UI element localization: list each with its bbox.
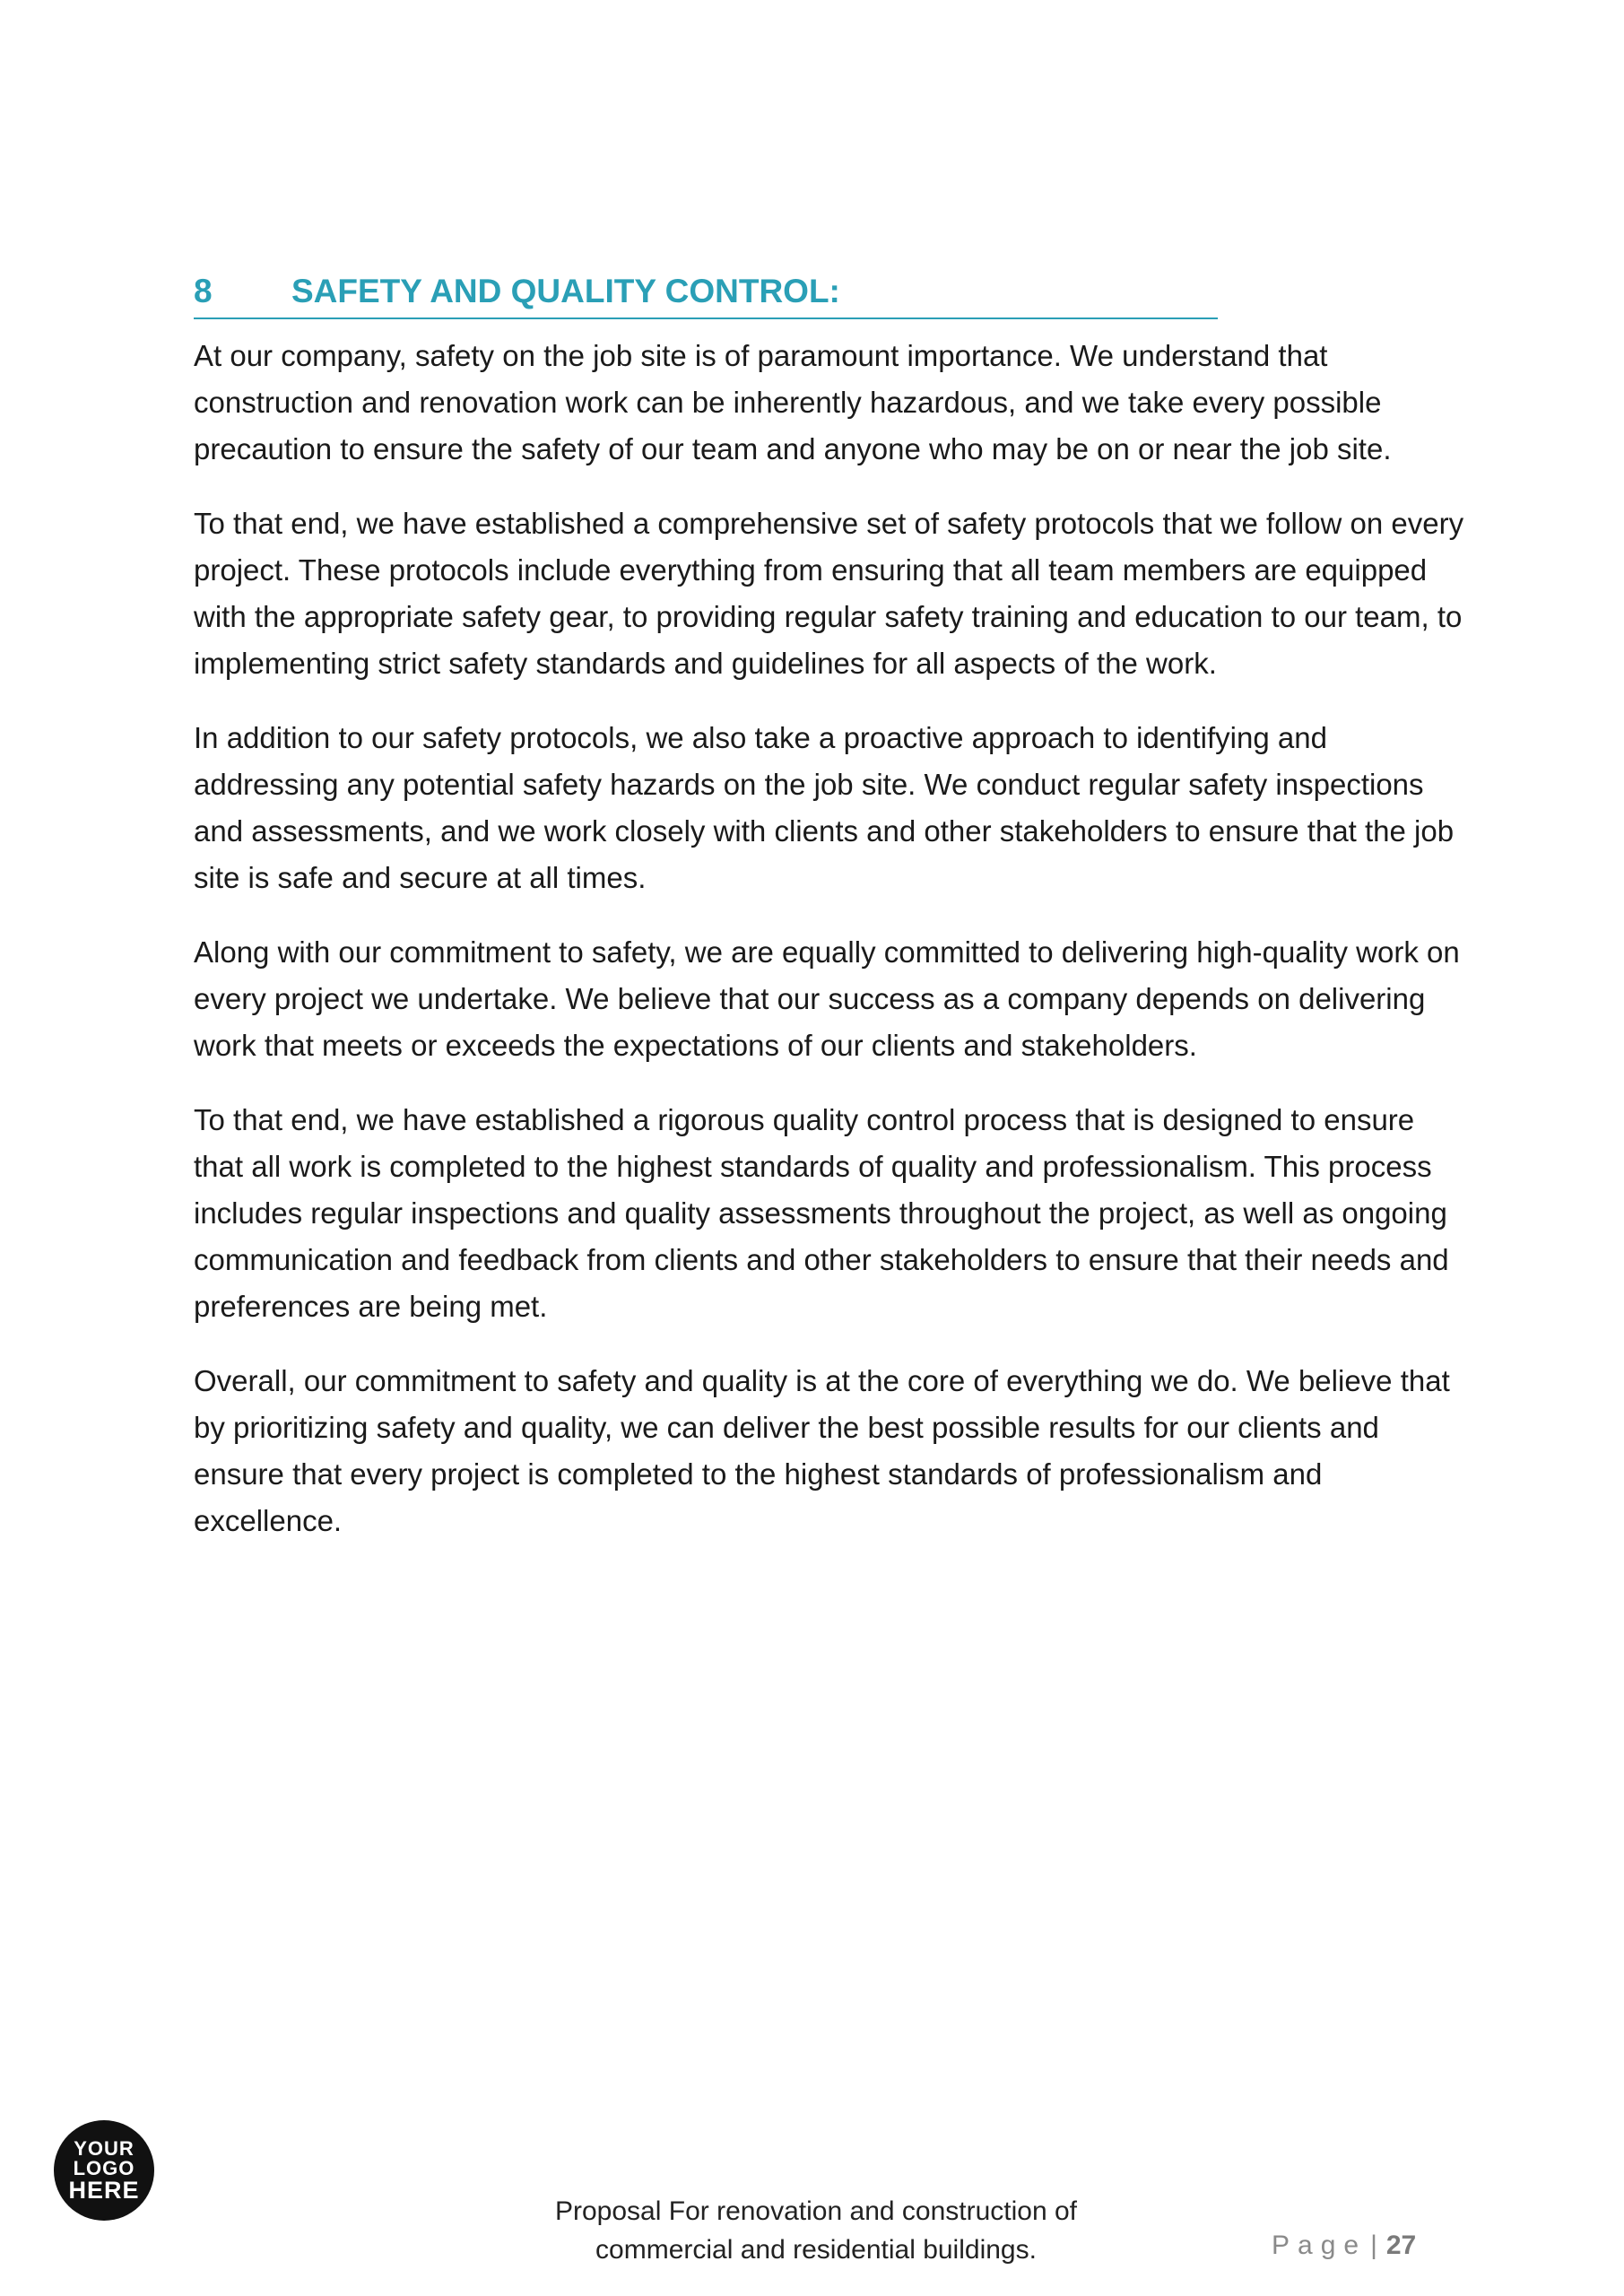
footer-line-1: Proposal For renovation and construction of [555,2196,1077,2226]
logo-line-3: HERE [68,2176,140,2204]
paragraph-1: At our company, safety on the job site is of paramount importance. We understand that construction and renovation work can be inherently hazardous, and we take every possible precaution to ensure the safety of our team and anyone who may be on or near the job site. [194,339,1392,465]
paragraph-2: To that end, we have established a comprehensive set of safety protocols that we follow on every project. These protocols include everything from ensuring that all team members are equipped with the appropriate safety gear, to providing regular safety training and education to our team, to implementing strict safety standards and guidelines for all aspects of the work. [194,507,1464,680]
paragraph-6: Overall, our commitment to safety and quality is at the core of everything we do. We believe that by prioritizing safety and quality, we can deliver the best possible results for our clients and ensure that every project is completed to the highest standards of professionalism and excellence. [194,1364,1450,1537]
page-separator: | [1370,2231,1377,2260]
footer-title [466,2192,1166,2269]
footer-line-2: commercial and residential buildings. [595,2235,1037,2265]
company-logo [54,2120,154,2221]
section-number: 8 [194,273,213,309]
page-label: Page [1272,2231,1368,2260]
logo-line-2: LOGO [73,2156,135,2179]
paragraph-3: In addition to our safety protocols, we also take a proactive approach to identifying and addressing any potential safety hazards on the job site. We conduct regular safety inspections and assessments, and we work closely with clients and other stakeholders to ensure that the job site is safe and secure at all times. [194,721,1455,894]
body-text [194,333,1467,1572]
paragraph-5: To that end, we have established a rigorous quality control process that is designed to ensure that all work is completed to the highest standards of quality and professionalism. This process includes regular inspections and quality assessments throughout the project, as well as ongoing communication and feedback from clients and other stakeholders to ensure that their needs and preferences are being met. [194,1103,1449,1323]
section-title: SAFETY AND QUALITY CONTROL: [291,273,840,309]
section-heading [194,269,1218,319]
page-number: 27 [1385,2231,1417,2260]
logo-line-1: YOUR [74,2136,135,2160]
paragraph-4: Along with our commitment to safety, we are equally committed to delivering high-quality work on every project we undertake. We believe that our success as a company depends on delivering work that meets or exceeds the expectations of our clients and stakeholders. [194,935,1460,1062]
page-number-block [1272,2228,1416,2264]
